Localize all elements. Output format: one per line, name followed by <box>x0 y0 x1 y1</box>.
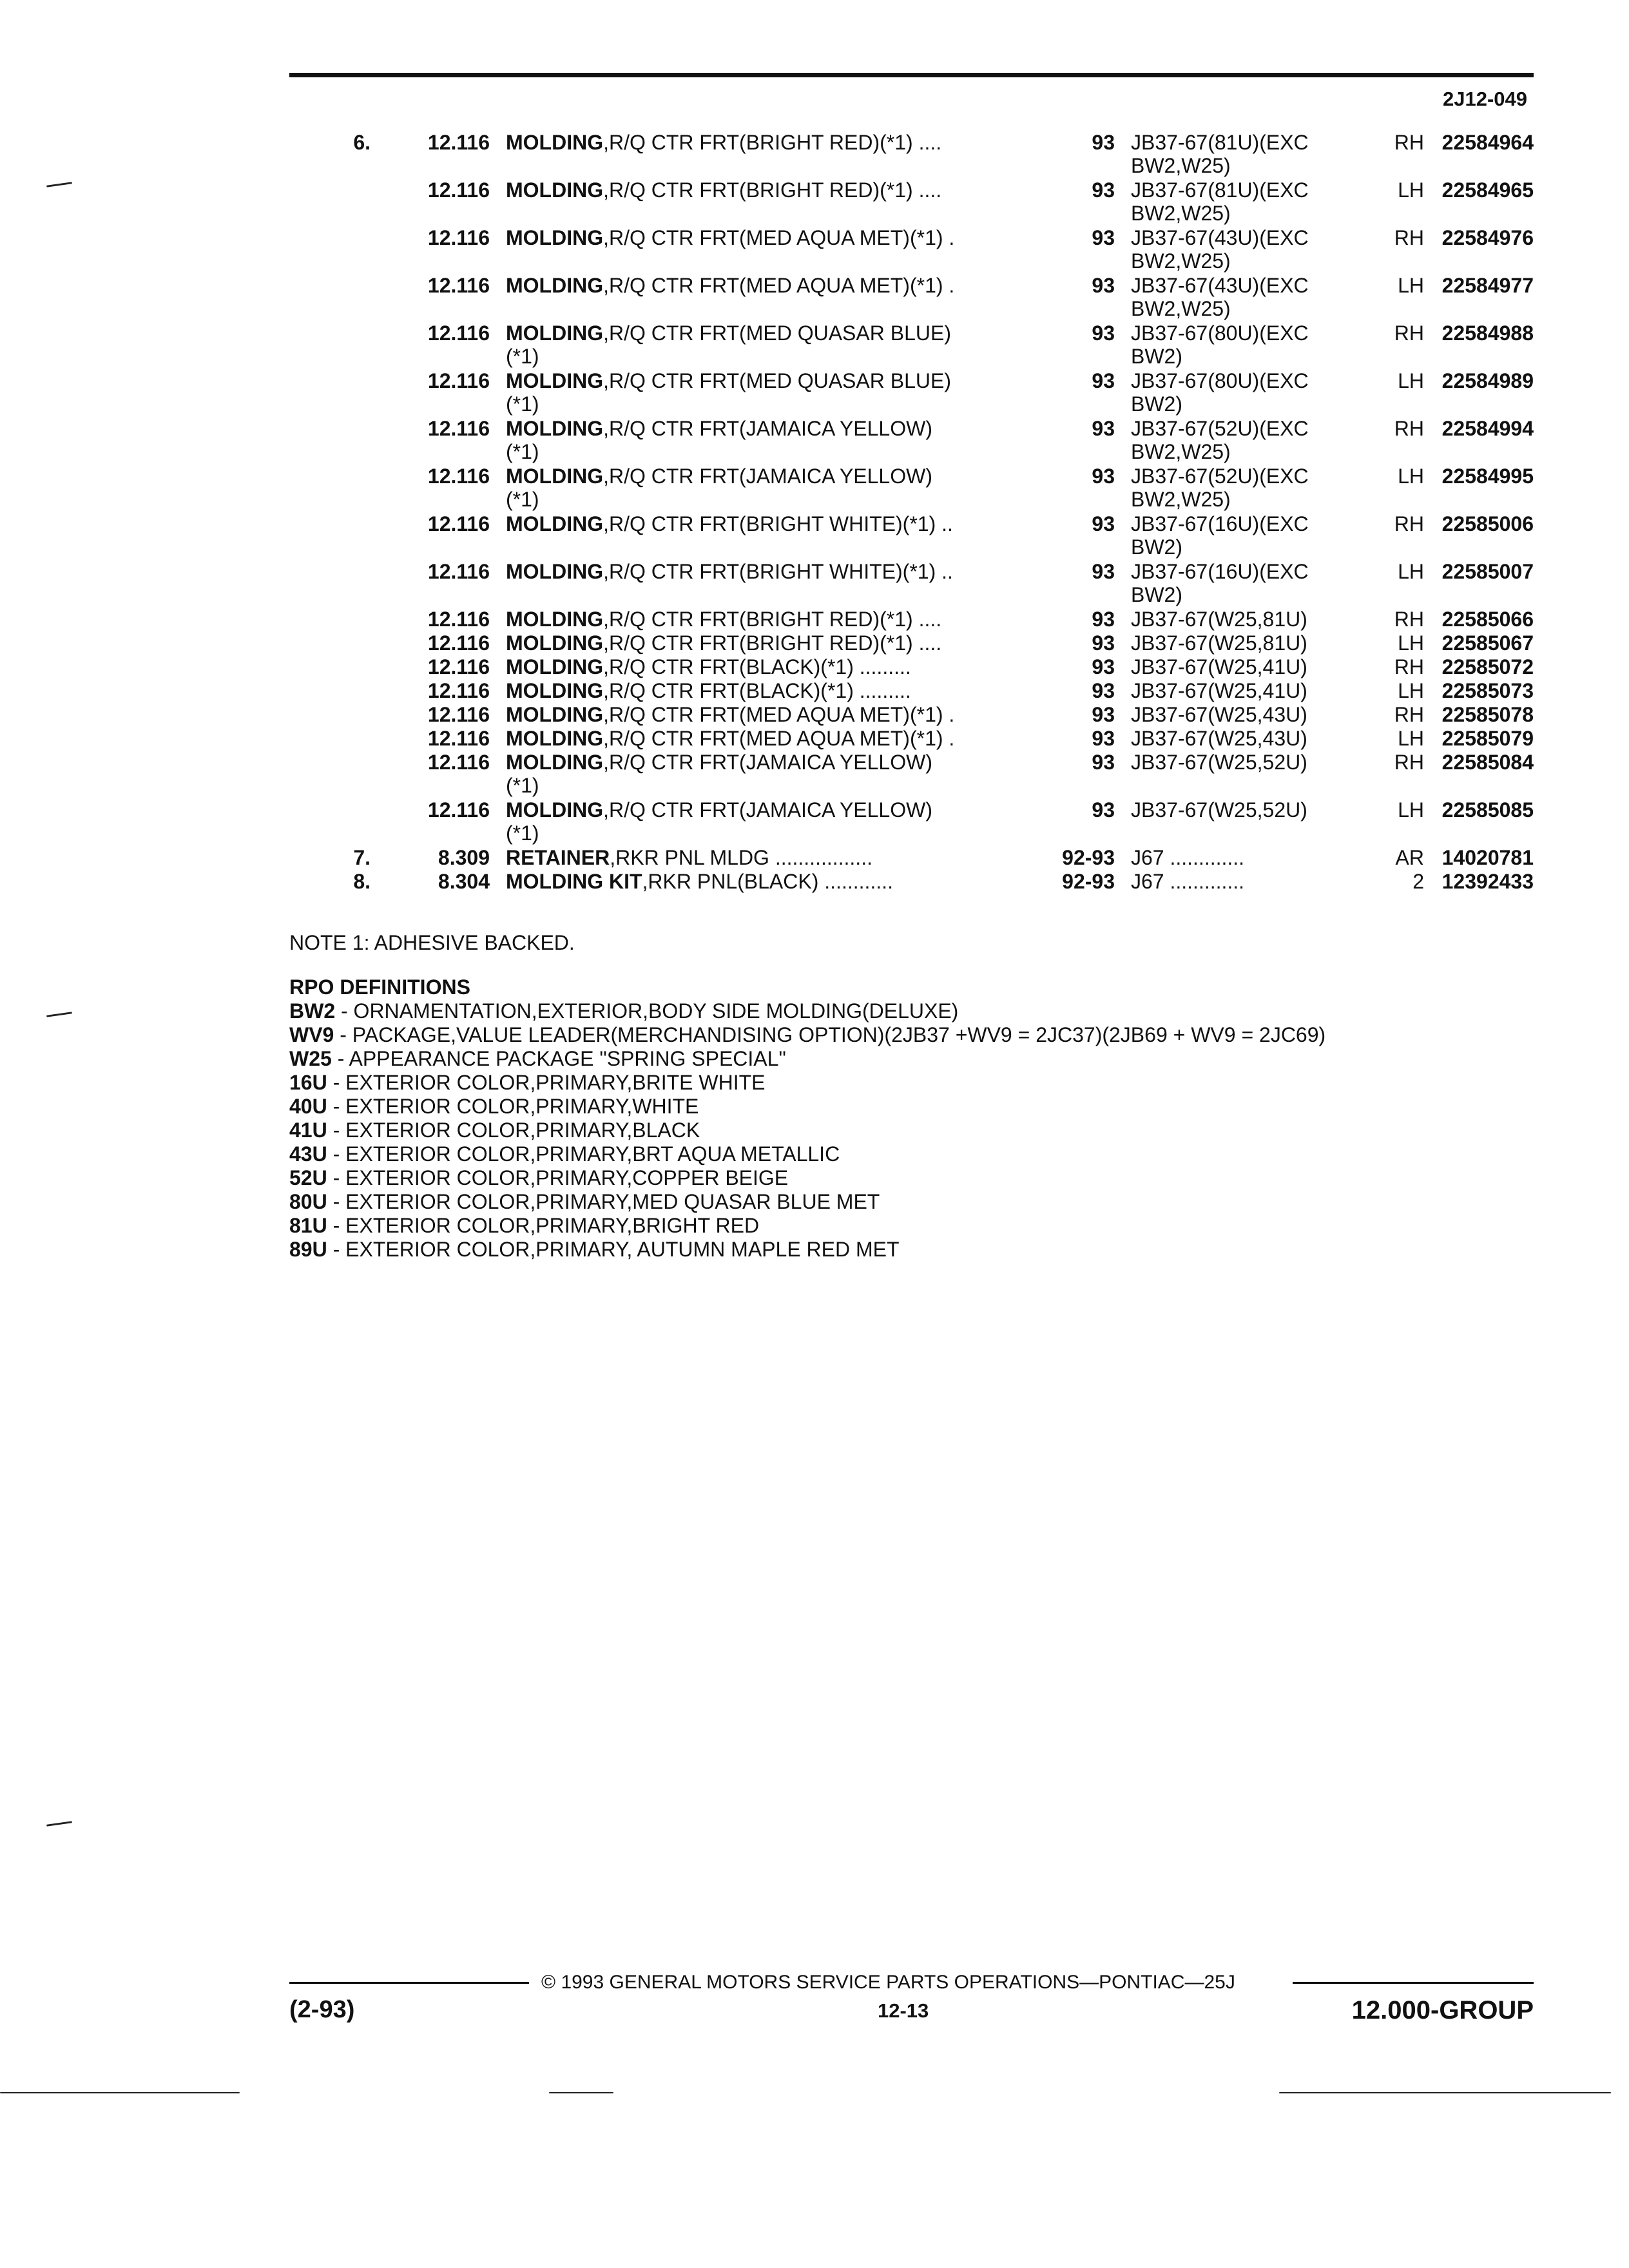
rpo-code: 89U <box>289 1238 327 1261</box>
rpo-definition <box>289 1023 1325 1047</box>
part-description <box>506 178 1031 202</box>
quantity: RH <box>1394 751 1424 774</box>
reference-number: 12.116 <box>427 560 490 583</box>
quantity: LH <box>1398 679 1424 702</box>
rpo-code: 52U <box>289 1166 327 1189</box>
part-detail-continued: (*1) <box>506 488 539 511</box>
reference-number: 12.116 <box>427 322 490 345</box>
model-code: JB37-67(W25,52U) <box>1131 798 1307 822</box>
part-description <box>506 465 1031 511</box>
reference-number: 12.116 <box>427 369 490 392</box>
table-row <box>0 631 1629 655</box>
footer-copyright: © 1993 GENERAL MOTORS SERVICE PARTS OPERATIONS—PONTIAC—25J <box>541 1972 1235 1993</box>
quantity: LH <box>1398 369 1424 392</box>
part-name: MOLDING <box>506 798 604 822</box>
quantity: RH <box>1394 417 1424 440</box>
rpo-text: - PACKAGE,VALUE LEADER(MERCHANDISING OPTION)(2JB37 +WV9 = 2JC37)(2JB69 + WV9 = 2JC69) <box>334 1023 1326 1046</box>
rpo-code: 43U <box>289 1142 327 1166</box>
table-row <box>0 369 1629 417</box>
item-number: 7. <box>353 846 371 869</box>
model-usage <box>1131 727 1356 750</box>
model-year: 93 <box>1092 703 1115 726</box>
reference-number: 12.116 <box>427 631 490 655</box>
part-detail: ,R/Q CTR FRT(MED QUASAR BLUE) <box>603 322 951 345</box>
table-row <box>0 178 1629 226</box>
model-code: JB37-67(W25,81U) <box>1131 608 1307 631</box>
model-usage <box>1131 178 1356 225</box>
model-year: 92-93 <box>1062 846 1115 869</box>
rpo-list <box>289 999 1325 1262</box>
model-code: JB37-67(43U)(EXC <box>1131 274 1309 297</box>
model-code: JB37-67(W25,43U) <box>1131 703 1307 726</box>
model-year: 93 <box>1092 417 1115 440</box>
quantity: RH <box>1394 512 1424 535</box>
model-code: JB37-67(W25,41U) <box>1131 655 1307 678</box>
model-code-continued: BW2,W25) <box>1131 297 1231 320</box>
part-detail: ,R/Q CTR FRT(MED AQUA MET)(*1) . <box>603 727 955 750</box>
part-number: 22585073 <box>1441 679 1534 702</box>
model-year: 93 <box>1092 798 1115 822</box>
part-description <box>506 369 1031 416</box>
table-row <box>0 465 1629 512</box>
model-code-continued: BW2,W25) <box>1131 440 1231 463</box>
model-code: JB37-67(16U)(EXC <box>1131 560 1309 583</box>
model-usage <box>1131 608 1356 631</box>
rpo-definition <box>289 1047 1325 1071</box>
model-code: JB37-67(81U)(EXC <box>1131 131 1309 154</box>
model-code: JB37-67(52U)(EXC <box>1131 417 1309 440</box>
part-number: 22585078 <box>1441 703 1534 726</box>
reference-number: 12.116 <box>427 131 490 154</box>
model-year: 93 <box>1092 322 1115 345</box>
quantity: LH <box>1398 560 1424 583</box>
part-description <box>506 727 1031 750</box>
model-usage <box>1131 465 1356 511</box>
model-usage <box>1131 512 1356 559</box>
page-id: 2J12-049 <box>1442 88 1527 110</box>
quantity: RH <box>1394 226 1424 249</box>
part-description <box>506 798 1031 845</box>
part-detail: ,R/Q CTR FRT(MED AQUA MET)(*1) . <box>603 226 955 249</box>
part-detail-continued: (*1) <box>506 774 539 797</box>
part-number: 22585066 <box>1441 608 1534 631</box>
part-number: 22585006 <box>1441 512 1534 535</box>
reference-number: 12.116 <box>427 226 490 249</box>
footer-page-number: 12-13 <box>878 1999 929 2022</box>
part-description <box>506 226 1031 249</box>
reference-number: 12.116 <box>427 274 490 297</box>
part-name: MOLDING <box>506 751 604 774</box>
parts-list <box>0 131 1629 930</box>
part-number: 22584965 <box>1441 178 1534 202</box>
reference-number: 12.116 <box>427 512 490 535</box>
scan-edge-line <box>549 2092 613 2093</box>
rpo-text: - EXTERIOR COLOR,PRIMARY,BLACK <box>327 1119 700 1142</box>
table-row <box>0 274 1629 322</box>
part-name: MOLDING <box>506 560 604 583</box>
header-rule <box>289 73 1534 77</box>
part-detail-continued: (*1) <box>506 822 539 845</box>
part-name: MOLDING <box>506 274 604 297</box>
rpo-text: - EXTERIOR COLOR,PRIMARY,COPPER BEIGE <box>327 1166 789 1189</box>
model-code: JB37-67(W25,41U) <box>1131 679 1307 702</box>
table-row <box>0 846 1629 870</box>
reference-number: 12.116 <box>427 465 490 488</box>
rpo-definition <box>289 1095 1325 1119</box>
model-year: 93 <box>1092 512 1115 535</box>
rpo-text: - ORNAMENTATION,EXTERIOR,BODY SIDE MOLDING(DELUXE) <box>335 999 959 1023</box>
quantity: RH <box>1394 703 1424 726</box>
part-number: 22584964 <box>1441 131 1534 154</box>
table-row <box>0 131 1629 178</box>
rpo-code: 41U <box>289 1119 327 1142</box>
part-name: MOLDING <box>506 512 604 535</box>
part-description <box>506 131 1031 154</box>
quantity: AR <box>1395 846 1424 869</box>
reference-number: 8.309 <box>438 846 490 869</box>
part-number: 14020781 <box>1441 846 1534 869</box>
part-detail: ,R/Q CTR FRT(JAMAICA YELLOW) <box>603 751 932 774</box>
rpo-text: - EXTERIOR COLOR,PRIMARY,WHITE <box>327 1095 699 1118</box>
part-name: MOLDING <box>506 226 604 249</box>
table-row <box>0 560 1629 608</box>
model-usage <box>1131 870 1356 893</box>
table-row <box>0 870 1629 894</box>
table-row <box>0 226 1629 274</box>
rpo-code: 16U <box>289 1071 327 1094</box>
part-number: 22585084 <box>1441 751 1534 774</box>
rpo-definition <box>289 999 1325 1023</box>
part-detail: ,R/Q CTR FRT(MED AQUA MET)(*1) . <box>603 274 955 297</box>
reference-number: 12.116 <box>427 679 490 702</box>
part-name: RETAINER <box>506 846 610 869</box>
table-row <box>0 417 1629 465</box>
table-row <box>0 727 1629 751</box>
model-year: 93 <box>1092 608 1115 631</box>
part-number: 22584976 <box>1441 226 1534 249</box>
model-usage <box>1131 703 1356 726</box>
part-detail: ,R/Q CTR FRT(MED AQUA MET)(*1) . <box>603 703 955 726</box>
quantity: RH <box>1394 608 1424 631</box>
part-detail: ,R/Q CTR FRT(BLACK)(*1) ......... <box>603 655 911 678</box>
part-detail: ,R/Q CTR FRT(BRIGHT RED)(*1) .... <box>603 131 942 154</box>
part-description <box>506 512 1031 535</box>
part-number: 22585079 <box>1441 727 1534 750</box>
part-name: MOLDING KIT <box>506 870 642 893</box>
reference-number: 12.116 <box>427 727 490 750</box>
part-description <box>506 846 1031 869</box>
model-code: JB37-67(W25,43U) <box>1131 727 1307 750</box>
model-code-continued: BW2,W25) <box>1131 154 1231 177</box>
model-code: JB37-67(81U)(EXC <box>1131 178 1309 202</box>
footer-rule-right <box>1293 1982 1534 1984</box>
model-year: 93 <box>1092 751 1115 774</box>
model-usage <box>1131 655 1356 678</box>
model-code: JB37-67(16U)(EXC <box>1131 512 1309 535</box>
model-usage <box>1131 131 1356 177</box>
part-detail: ,R/Q CTR FRT(JAMAICA YELLOW) <box>603 798 932 822</box>
part-name: MOLDING <box>506 679 604 702</box>
part-name: MOLDING <box>506 417 604 440</box>
rpo-text: - EXTERIOR COLOR,PRIMARY,BRT AQUA METALLIC <box>327 1142 840 1166</box>
part-number: 22585007 <box>1441 560 1534 583</box>
quantity: LH <box>1398 798 1424 822</box>
model-year: 93 <box>1092 631 1115 655</box>
model-year: 93 <box>1092 226 1115 249</box>
reference-number: 12.116 <box>427 703 490 726</box>
model-year: 93 <box>1092 274 1115 297</box>
part-detail-continued: (*1) <box>506 392 539 416</box>
rpo-text: - APPEARANCE PACKAGE "SPRING SPECIAL" <box>331 1047 786 1070</box>
note-1: NOTE 1: ADHESIVE BACKED. <box>289 931 575 954</box>
rpo-definition <box>289 1119 1325 1142</box>
part-number: 22585072 <box>1441 655 1534 678</box>
part-name: MOLDING <box>506 608 604 631</box>
part-detail: ,RKR PNL(BLACK) ............ <box>642 870 893 893</box>
part-number: 22585085 <box>1441 798 1534 822</box>
model-year: 93 <box>1092 465 1115 488</box>
rpo-definition <box>289 1142 1325 1166</box>
part-detail: ,R/Q CTR FRT(BRIGHT RED)(*1) .... <box>603 631 942 655</box>
item-number: 8. <box>353 870 371 893</box>
part-name: MOLDING <box>506 465 604 488</box>
rpo-text: - EXTERIOR COLOR,PRIMARY, AUTUMN MAPLE RED MET <box>327 1238 900 1261</box>
part-description <box>506 631 1031 655</box>
part-number: 12392433 <box>1441 870 1534 893</box>
part-description <box>506 608 1031 631</box>
rpo-definition <box>289 1214 1325 1238</box>
model-usage <box>1131 631 1356 655</box>
table-row <box>0 512 1629 560</box>
binder-mark <box>46 1821 72 1827</box>
footer-group: 12.000-GROUP <box>1351 1996 1534 2024</box>
model-year: 93 <box>1092 178 1115 202</box>
rpo-definition <box>289 1071 1325 1095</box>
part-name: MOLDING <box>506 178 604 202</box>
reference-number: 8.304 <box>438 870 490 893</box>
footer-rule-left <box>289 1982 529 1984</box>
part-description <box>506 655 1031 678</box>
model-code: JB37-67(80U)(EXC <box>1131 369 1309 392</box>
reference-number: 12.116 <box>427 655 490 678</box>
table-row <box>0 703 1629 727</box>
part-description <box>506 870 1031 893</box>
model-usage <box>1131 322 1356 368</box>
part-name: MOLDING <box>506 631 604 655</box>
model-usage <box>1131 560 1356 606</box>
model-usage <box>1131 798 1356 822</box>
rpo-definition <box>289 1238 1325 1262</box>
part-number: 22584994 <box>1441 417 1534 440</box>
rpo-definitions <box>289 975 1325 1262</box>
model-code-continued: BW2,W25) <box>1131 202 1231 225</box>
model-code: JB37-67(80U)(EXC <box>1131 322 1309 345</box>
model-code-continued: BW2) <box>1131 345 1182 368</box>
part-name: MOLDING <box>506 322 604 345</box>
model-usage <box>1131 679 1356 702</box>
table-row <box>0 608 1629 631</box>
footer-date: (2-93) <box>289 1996 355 2023</box>
model-code-continued: BW2) <box>1131 392 1182 416</box>
rpo-code: W25 <box>289 1047 332 1070</box>
rpo-definition <box>289 1166 1325 1190</box>
rpo-text: - EXTERIOR COLOR,PRIMARY,BRIGHT RED <box>327 1214 760 1237</box>
part-detail: ,RKR PNL MLDG ................. <box>610 846 872 869</box>
reference-number: 12.116 <box>427 798 490 822</box>
part-detail: ,R/Q CTR FRT(BRIGHT WHITE)(*1) .. <box>603 560 953 583</box>
rpo-code: 81U <box>289 1214 327 1237</box>
part-name: MOLDING <box>506 655 604 678</box>
quantity: RH <box>1394 322 1424 345</box>
table-row <box>0 679 1629 703</box>
model-code: J67 ............. <box>1131 846 1245 869</box>
rpo-code: BW2 <box>289 999 336 1023</box>
model-code: JB37-67(W25,81U) <box>1131 631 1307 655</box>
rpo-code: WV9 <box>289 1023 334 1046</box>
quantity: RH <box>1394 655 1424 678</box>
part-number: 22584988 <box>1441 322 1534 345</box>
item-number: 6. <box>353 131 371 154</box>
table-row <box>0 322 1629 369</box>
part-detail: ,R/Q CTR FRT(JAMAICA YELLOW) <box>603 417 932 440</box>
part-name: MOLDING <box>506 369 604 392</box>
part-detail-continued: (*1) <box>506 345 539 368</box>
model-year: 93 <box>1092 655 1115 678</box>
model-usage <box>1131 846 1356 869</box>
model-code-continued: BW2) <box>1131 583 1182 606</box>
part-description <box>506 322 1031 368</box>
part-description <box>506 417 1031 463</box>
model-code: JB37-67(W25,52U) <box>1131 751 1307 774</box>
table-row <box>0 751 1629 798</box>
reference-number: 12.116 <box>427 751 490 774</box>
quantity: LH <box>1398 631 1424 655</box>
quantity: RH <box>1394 131 1424 154</box>
quantity: LH <box>1398 274 1424 297</box>
model-year: 93 <box>1092 131 1115 154</box>
reference-number: 12.116 <box>427 417 490 440</box>
model-code-continued: BW2) <box>1131 535 1182 559</box>
reference-number: 12.116 <box>427 178 490 202</box>
model-year: 93 <box>1092 727 1115 750</box>
model-year: 92-93 <box>1062 870 1115 893</box>
part-detail: ,R/Q CTR FRT(BLACK)(*1) ......... <box>603 679 911 702</box>
rpo-title: RPO DEFINITIONS <box>289 975 470 999</box>
quantity: LH <box>1398 178 1424 202</box>
model-code-continued: BW2,W25) <box>1131 488 1231 511</box>
part-number: 22584989 <box>1441 369 1534 392</box>
binder-mark <box>46 1012 72 1017</box>
scan-edge-line <box>0 2092 240 2093</box>
part-description <box>506 679 1031 702</box>
model-usage <box>1131 226 1356 273</box>
part-detail: ,R/Q CTR FRT(BRIGHT RED)(*1) .... <box>603 178 942 202</box>
part-number: 22584995 <box>1441 465 1534 488</box>
model-code: JB37-67(52U)(EXC <box>1131 465 1309 488</box>
model-usage <box>1131 274 1356 320</box>
quantity: LH <box>1398 727 1424 750</box>
table-row <box>0 798 1629 846</box>
model-usage <box>1131 369 1356 416</box>
rpo-code: 40U <box>289 1095 327 1118</box>
part-detail-continued: (*1) <box>506 440 539 463</box>
rpo-text: - EXTERIOR COLOR,PRIMARY,BRITE WHITE <box>327 1071 766 1094</box>
model-year: 93 <box>1092 369 1115 392</box>
rpo-code: 80U <box>289 1190 327 1213</box>
part-description <box>506 274 1031 297</box>
scan-edge-line <box>1279 2092 1611 2093</box>
part-description <box>506 703 1031 726</box>
model-code-continued: BW2,W25) <box>1131 249 1231 273</box>
model-year: 93 <box>1092 679 1115 702</box>
table-row <box>0 655 1629 679</box>
model-code: JB37-67(43U)(EXC <box>1131 226 1309 249</box>
part-name: MOLDING <box>506 727 604 750</box>
part-detail: ,R/Q CTR FRT(BRIGHT WHITE)(*1) .. <box>603 512 953 535</box>
part-number: 22585067 <box>1441 631 1534 655</box>
part-detail: ,R/Q CTR FRT(MED QUASAR BLUE) <box>603 369 951 392</box>
model-usage <box>1131 751 1356 774</box>
part-name: MOLDING <box>506 131 604 154</box>
part-detail: ,R/Q CTR FRT(JAMAICA YELLOW) <box>603 465 932 488</box>
part-number: 22584977 <box>1441 274 1534 297</box>
part-description <box>506 560 1031 583</box>
model-code: J67 ............. <box>1131 870 1245 893</box>
rpo-definition <box>289 1190 1325 1214</box>
quantity: 2 <box>1412 870 1424 893</box>
model-year: 93 <box>1092 560 1115 583</box>
quantity: LH <box>1398 465 1424 488</box>
part-detail: ,R/Q CTR FRT(BRIGHT RED)(*1) .... <box>603 608 942 631</box>
rpo-text: - EXTERIOR COLOR,PRIMARY,MED QUASAR BLUE MET <box>327 1190 880 1213</box>
reference-number: 12.116 <box>427 608 490 631</box>
model-usage <box>1131 417 1356 463</box>
part-name: MOLDING <box>506 703 604 726</box>
part-description <box>506 751 1031 797</box>
